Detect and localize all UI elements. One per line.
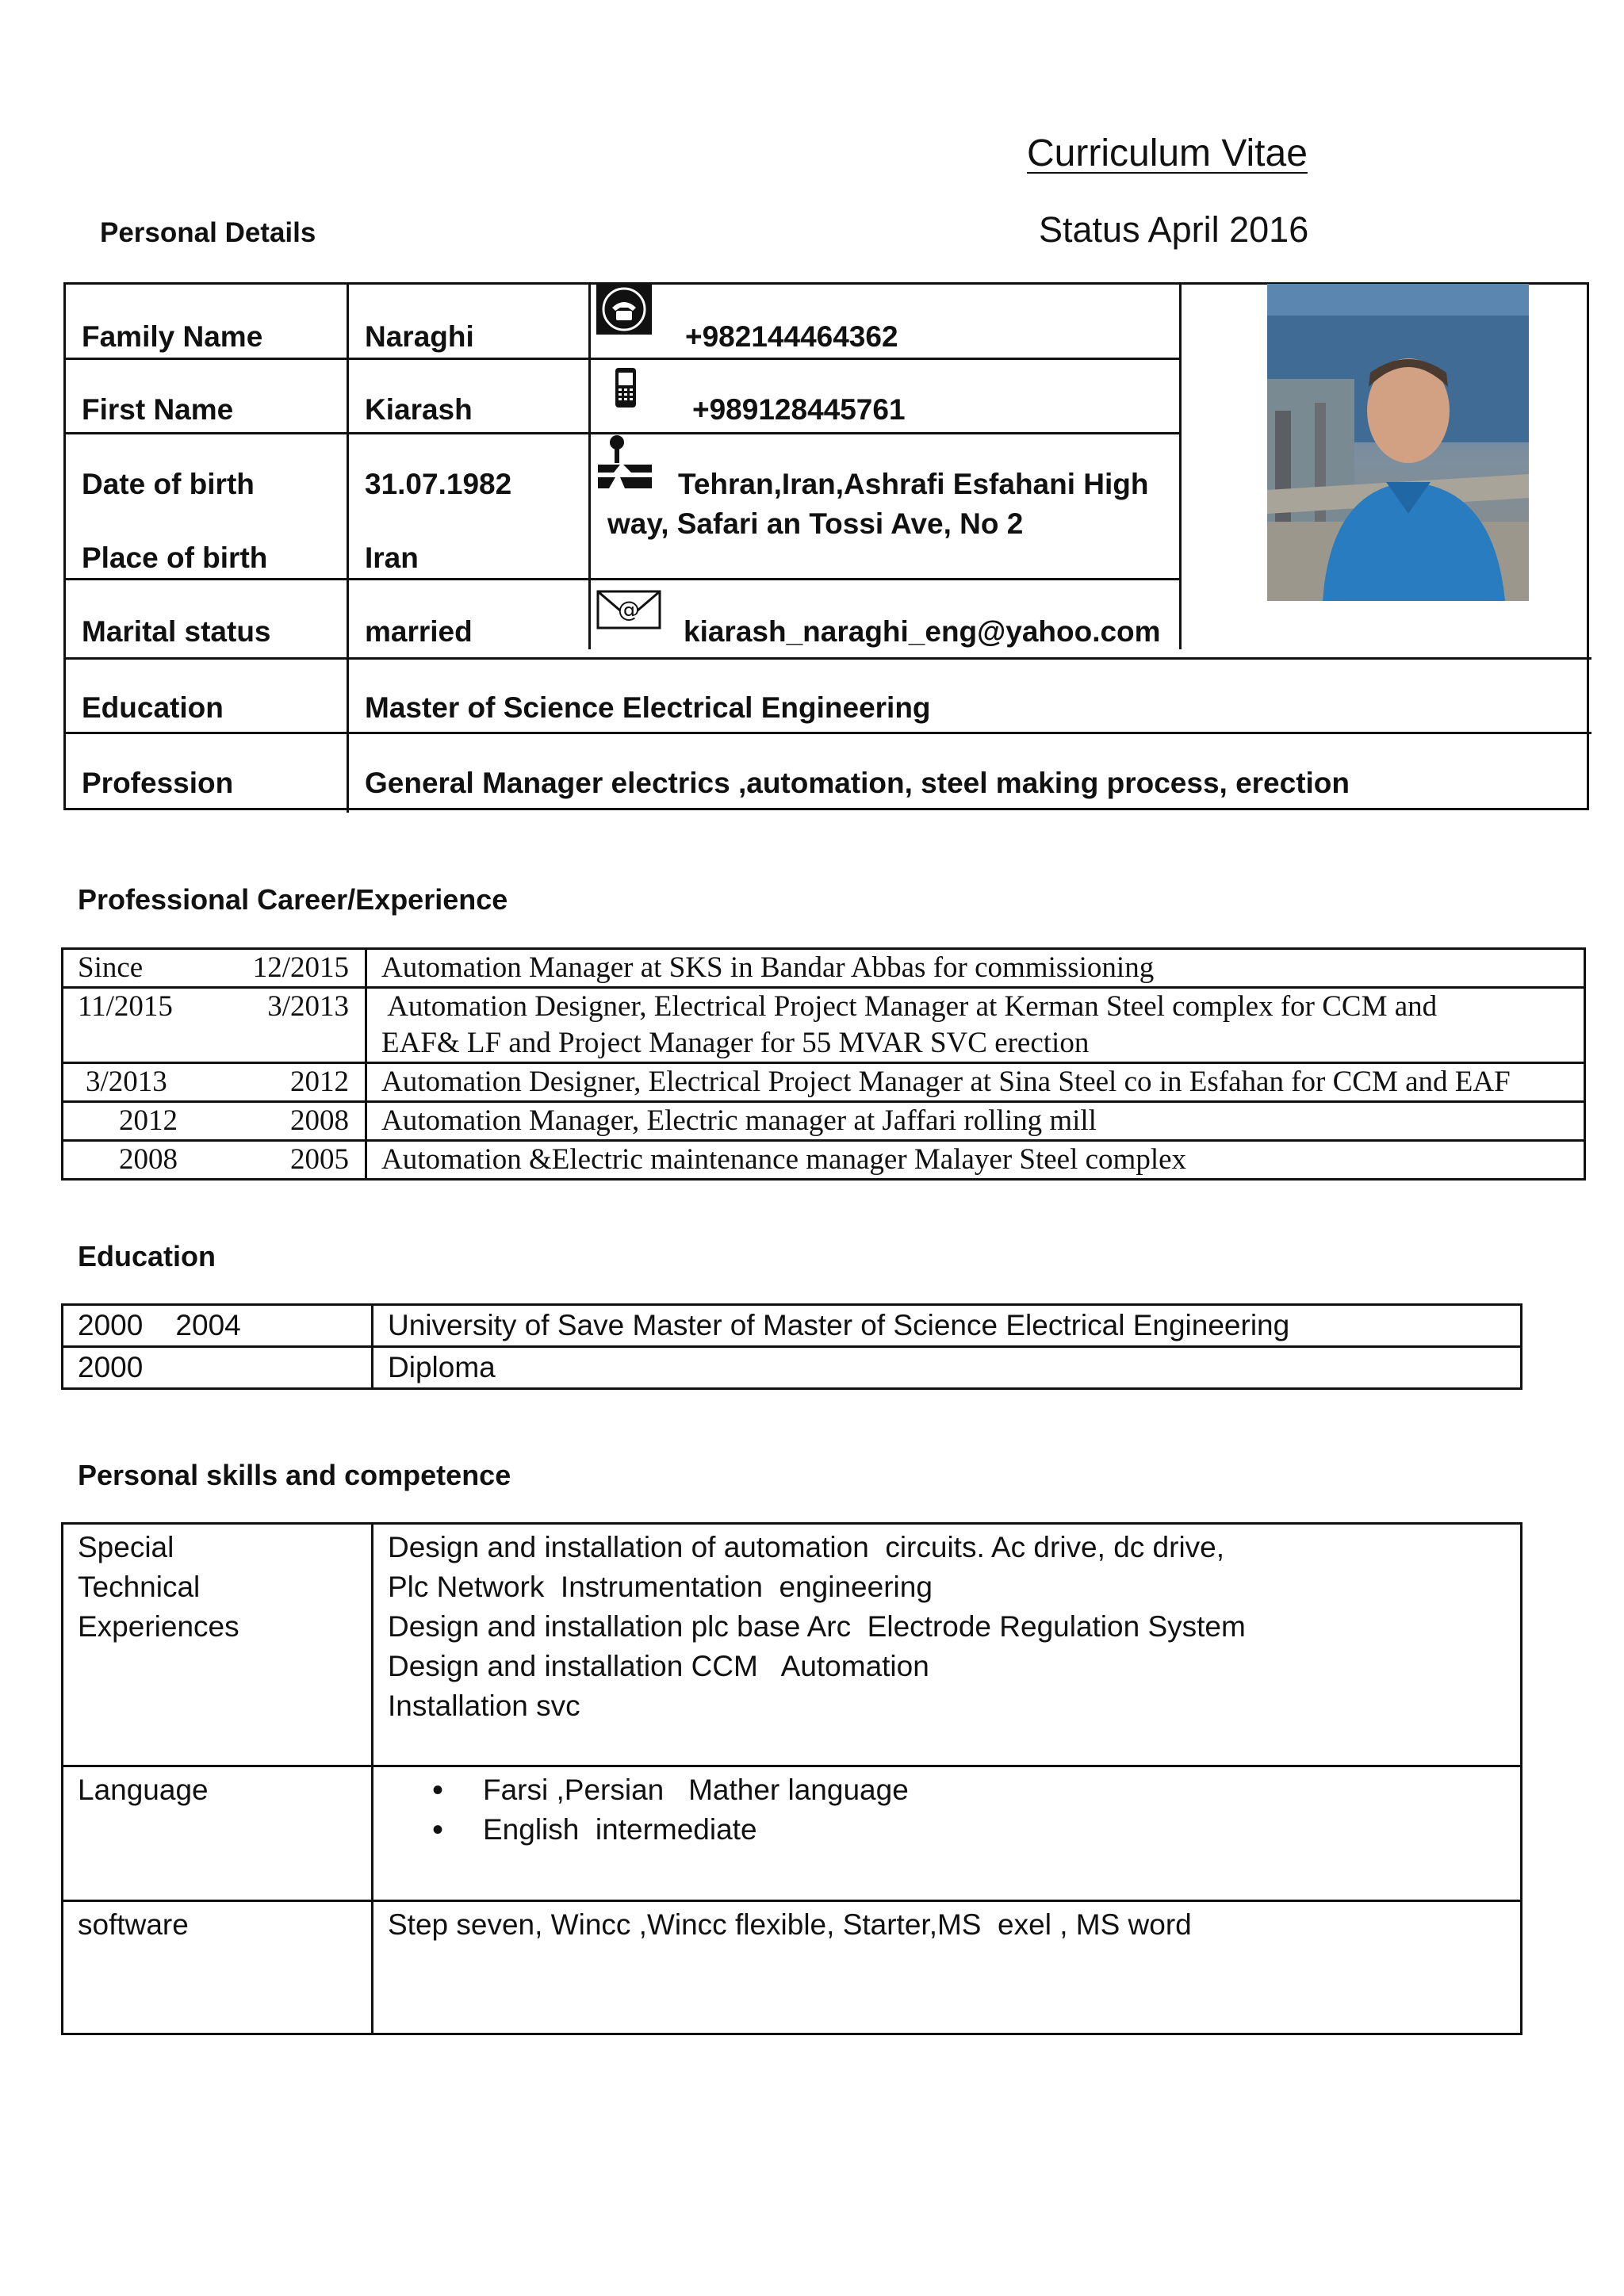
table-row <box>63 1524 1522 1766</box>
special-experience-line: Installation svc <box>388 1689 580 1722</box>
phone-number: +982144464362 <box>685 320 898 353</box>
education-years: 2000 <box>63 1347 373 1389</box>
career-table <box>61 947 1586 1181</box>
marital-status-value: married <box>365 615 473 648</box>
career-description: Automation &Electric maintenance manager Malayer Steel complex <box>381 1143 1187 1176</box>
status-date: Status April 2016 <box>1039 209 1309 250</box>
date-of-birth-label: Date of birth <box>82 468 255 500</box>
profession-value: General Manager electrics ,automation, steel making process, erection <box>365 767 1350 799</box>
software-label: software <box>63 1901 373 2034</box>
profile-photo <box>1267 284 1529 601</box>
career-from: 11/2015 <box>78 990 173 1023</box>
career-description: Automation Manager at SKS in Bandar Abbas for commissioning <box>381 951 1155 984</box>
skills-heading: Personal skills and competence <box>78 1459 511 1491</box>
family-name-value: Naraghi <box>365 320 474 353</box>
table-row <box>63 988 1585 1063</box>
table-row <box>63 1141 1585 1180</box>
education-heading: Education <box>78 1240 216 1272</box>
career-from: 3/2013 <box>86 1066 167 1098</box>
skills-table <box>61 1522 1522 2035</box>
table-row <box>63 1102 1585 1141</box>
special-label: Technical <box>78 1571 201 1603</box>
career-description: Automation Designer, Electrical Project Manager at Kerman Steel complex for CCM and <box>381 990 1438 1023</box>
special-experience-line: Design and installation of automation circuits. Ac drive, dc drive, <box>388 1531 1225 1563</box>
svg-text:@: @ <box>618 596 640 622</box>
marital-status-label: Marital status <box>82 615 271 648</box>
education-description: Diploma <box>373 1347 1522 1389</box>
table-row <box>63 1305 1522 1347</box>
education-years: 2000 2004 <box>63 1305 373 1347</box>
email-address: kiarash_naraghi_eng@yahoo.com <box>684 615 1161 648</box>
address-line-2: way, Safari an Tossi Ave, No 2 <box>607 507 1024 540</box>
address-icon <box>596 433 653 490</box>
special-label: Special <box>78 1531 174 1563</box>
education-label: Education <box>82 691 224 724</box>
place-of-birth-value: Iran <box>365 541 419 574</box>
family-name-label: Family Name <box>82 320 263 353</box>
career-heading: Professional Career/Experience <box>78 883 508 916</box>
language-item: • English intermediate <box>483 1810 1520 1850</box>
table-row <box>63 1901 1522 2034</box>
special-experience-line: Design and installation CCM Automation <box>388 1650 929 1682</box>
special-label: Experiences <box>78 1610 239 1643</box>
table-row <box>63 949 1585 988</box>
table-row <box>63 1347 1522 1389</box>
career-to: 2005 <box>290 1143 349 1176</box>
table-row <box>63 1063 1585 1102</box>
document-title: Curriculum Vitae <box>1027 132 1308 174</box>
career-from: Since <box>78 951 144 984</box>
career-to: 3/2013 <box>267 990 349 1023</box>
special-experience-line: Design and installation plc base Arc Electrode Regulation System <box>388 1610 1246 1643</box>
first-name-value: Kiarash <box>365 393 473 426</box>
profession-label: Profession <box>82 767 234 799</box>
language-label: Language <box>63 1766 373 1901</box>
table-row <box>63 1766 1522 1901</box>
personal-details-heading: Personal Details <box>100 217 316 248</box>
address-line-1: Tehran,Iran,Ashrafi Esfahani High <box>678 468 1149 500</box>
career-description: EAF& LF and Project Manager for 55 MVAR SVC erection <box>381 1027 1090 1059</box>
mobile-number: +989128445761 <box>692 393 906 426</box>
place-of-birth-label: Place of birth <box>82 541 268 574</box>
telephone-icon <box>596 284 652 335</box>
first-name-label: First Name <box>82 393 234 426</box>
education-description: University of Save Master of Master of Science Electrical Engineering <box>373 1305 1522 1347</box>
education-table <box>61 1303 1522 1390</box>
language-item: • Farsi ,Persian Mather language <box>483 1770 1520 1810</box>
career-description: Automation Manager, Electric manager at Jaffari rolling mill <box>381 1104 1097 1137</box>
special-experience-line: Plc Network Instrumentation engineering <box>388 1571 933 1603</box>
software-value: Step seven, Wincc ,Wincc flexible, Starter,MS exel , MS word <box>373 1901 1522 2034</box>
career-to: 12/2015 <box>252 951 349 984</box>
career-from: 2008 <box>119 1143 178 1176</box>
career-to: 2008 <box>290 1104 349 1137</box>
career-to: 2012 <box>290 1066 349 1098</box>
date-of-birth-value: 31.07.1982 <box>365 468 512 500</box>
language-list <box>388 1770 1520 1850</box>
email-icon <box>596 590 661 629</box>
career-from: 2012 <box>119 1104 178 1137</box>
mobile-phone-icon <box>612 366 641 409</box>
career-description: Automation Designer, Electrical Project Manager at Sina Steel co in Esfahan for CCM and EAF <box>381 1066 1511 1098</box>
education-value: Master of Science Electrical Engineering <box>365 691 931 724</box>
